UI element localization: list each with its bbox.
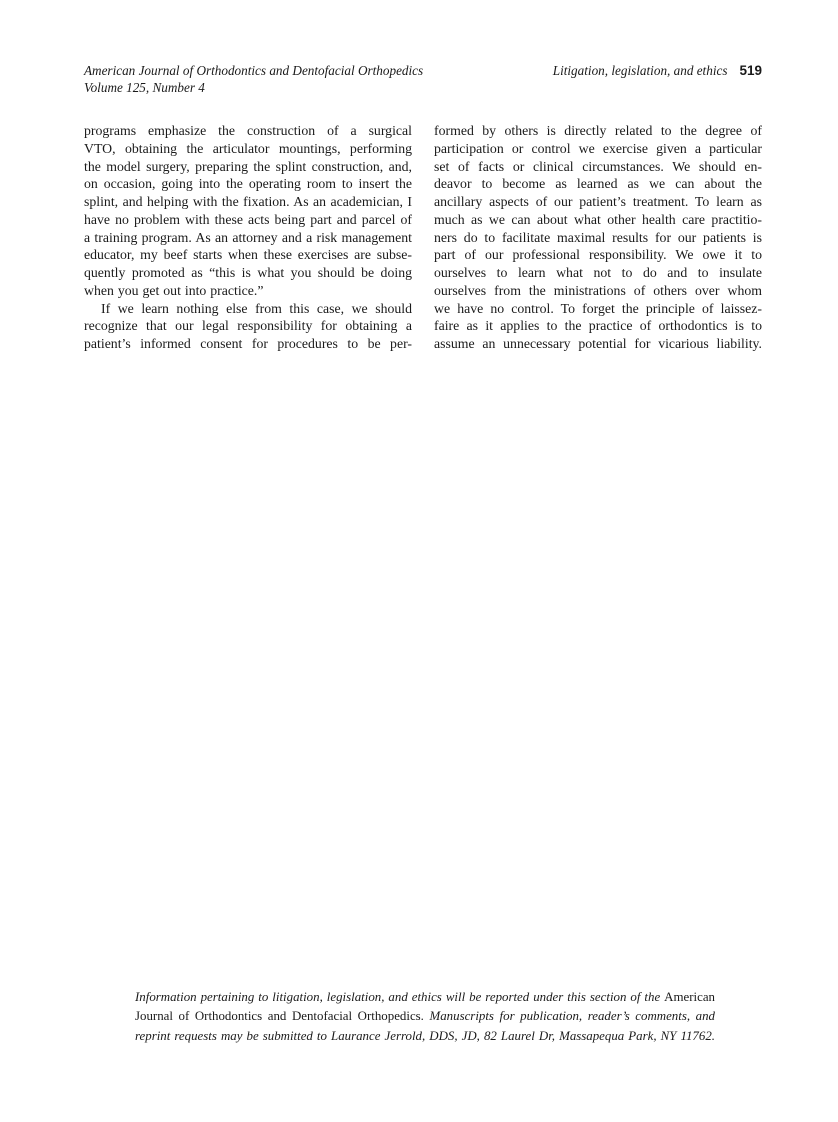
text-line: educator, my beef starts when these exercises are subse- — [84, 247, 412, 263]
text-line: when you get out into practice.” — [84, 282, 264, 298]
text-line: much as we can about what other health care practitio- — [434, 211, 762, 227]
note-line — [135, 1027, 715, 1046]
text-line: a training program. As an attorney and a risk management — [84, 229, 412, 245]
text-line: we have no control. To forget the principle of laissez- — [434, 300, 762, 316]
section-title: Litigation, legislation, and ethics — [552, 63, 728, 78]
text-line: faire as it applies to the practice of orthodontics is to — [434, 318, 762, 334]
text-column-left — [84, 122, 412, 353]
text-line: ancillary aspects of our patient’s treatment. To learn as — [434, 194, 762, 209]
text-line: quently promoted as “this is what you should be doing — [84, 265, 412, 280]
text-line: patient’s informed consent for procedures to be per- — [84, 336, 412, 351]
editorial-note — [135, 988, 715, 1046]
text-line: assume an unnecessary potential for vicarious liability. — [434, 336, 762, 351]
note-segment: Information pertaining to litigation, legislation, and ethics will be reported under this section of the — [135, 990, 665, 1004]
volume-info: Volume 125, Number 4 — [84, 80, 205, 95]
text-line: part of our professional responsibility. We owe it to — [434, 247, 762, 263]
text-line: set of facts or clinical circumstances. We should en- — [434, 158, 762, 174]
text-line: ourselves from the ministrations of others over whom — [434, 282, 762, 298]
text-line: have no problem with these acts being part and parcel of — [84, 211, 412, 227]
note-segment: reprint requests may be submitted to Laurance Jerrold, DDS, JD, 82 Laurel Dr, Massapequa Park, NY 11762. — [135, 1028, 715, 1043]
text-line: ourselves to learn what not to do and to insulate — [434, 265, 762, 280]
article-body — [84, 122, 762, 353]
text-line: on occasion, going into the operating room to insert the — [84, 176, 412, 192]
running-head-block — [553, 62, 762, 79]
text-line: ners do to facilitate maximal results for our patients is — [434, 229, 762, 245]
journal-identification — [84, 62, 423, 96]
text-line: programs emphasize the construction of a surgical — [84, 123, 412, 138]
text-line: VTO, obtaining the articulator mountings, performing — [84, 140, 412, 156]
journal-title: American Journal of Orthodontics and Dentofacial Orthopedics — [84, 63, 424, 78]
note-segment: Journal of Orthodontics and Dentofacial Orthopedics. — [135, 1009, 430, 1024]
text-line: splint, and helping with the fixation. As an academician, I — [84, 194, 412, 209]
note-line — [135, 988, 715, 1007]
note-line — [135, 1007, 715, 1026]
text-line: formed by others is directly related to the degree of — [434, 123, 762, 138]
page-header — [84, 62, 762, 96]
text-line: the model surgery, preparing the splint construction, and, — [84, 158, 412, 174]
text-line: deavor to become as learned as we can about the — [434, 176, 762, 192]
page-number: 519 — [739, 63, 762, 78]
text-line: If we learn nothing else from this case, we should — [101, 300, 412, 316]
note-segment: Manuscripts for publication, reader’s comments, and — [429, 1009, 715, 1024]
text-line: recognize that our legal responsibility for obtaining a — [84, 318, 412, 334]
note-segment: American — [664, 990, 715, 1004]
text-column-right — [434, 122, 762, 353]
text-line: participation or control we exercise given a particular — [434, 140, 762, 156]
